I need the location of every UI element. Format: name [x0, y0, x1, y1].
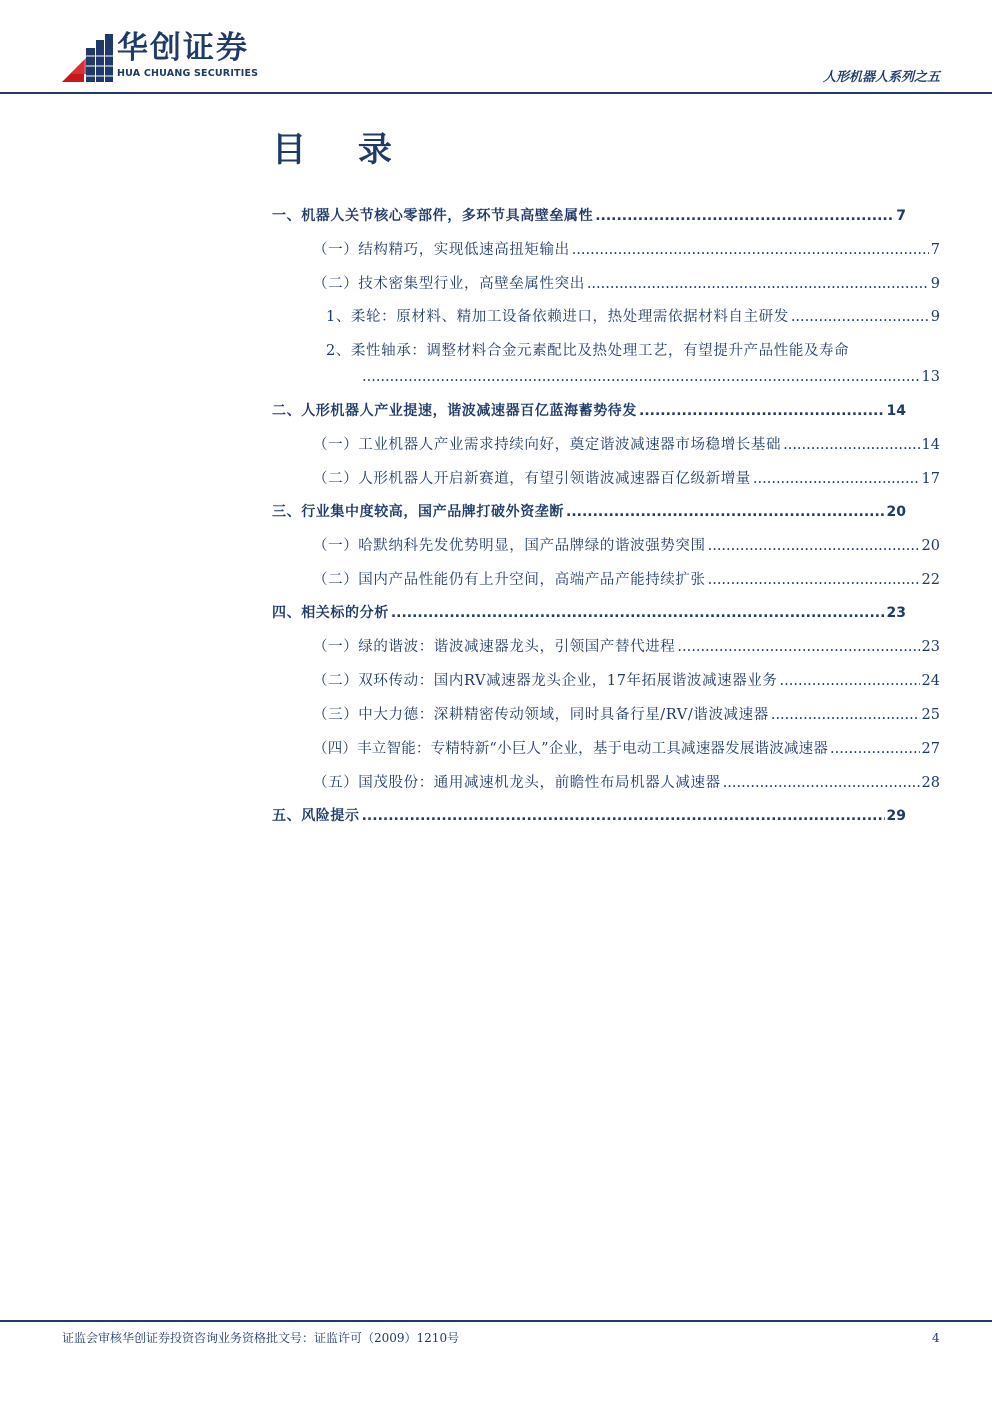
toc-entry-page: 14: [921, 437, 940, 453]
header-divider: [0, 92, 992, 94]
company-logo-icon: [62, 34, 114, 82]
toc-entry[interactable]: [313, 570, 940, 590]
toc-entry-label: （二）双环传动：国内RV减速器龙头企业，17年拓展谐波减速器业务: [313, 673, 778, 689]
toc-entry[interactable]: [272, 502, 906, 522]
toc-entry-page: 23: [886, 605, 906, 621]
toc-entry[interactable]: [272, 206, 906, 226]
license-notice: 证监会审核华创证券投资咨询业务资格批文号：证监许可（2009）1210号: [62, 1331, 460, 1345]
toc-entry-label: （三）中大力德：深耕精密传动领域，同时具备行星/RV/谐波减速器: [313, 707, 769, 723]
logo-wordmark-en: HUA CHUANG SECURITIES: [117, 68, 259, 79]
toc-entry-page: 20: [886, 504, 906, 520]
toc-entry[interactable]: [313, 536, 940, 556]
toc-entry-label: （一）工业机器人产业需求持续向好，奠定谐波减速器市场稳增长基础: [313, 437, 782, 453]
toc-entry[interactable]: [313, 274, 940, 294]
toc-entry-page: 17: [921, 471, 940, 487]
toc-entry-label: （一）哈默纳科先发优势明显，国产品牌绿的谐波强势突围: [313, 538, 706, 554]
toc-entry-label: 四、相关标的分析: [272, 605, 389, 621]
toc-entry-label: 1、柔轮：原材料、精加工设备依赖进口，热处理需依据材料自主研发: [326, 309, 789, 325]
toc-entry-page: 13: [921, 369, 940, 385]
toc-entry[interactable]: [313, 240, 940, 260]
logo-wordmark-cn: 华创证券: [117, 30, 249, 66]
toc-entry-page: 23: [921, 639, 940, 655]
toc-entry-page: 27: [921, 741, 940, 757]
toc-entry[interactable]: [313, 469, 940, 489]
footer-divider: [0, 1320, 992, 1322]
toc-entry[interactable]: [313, 773, 940, 793]
toc-entry[interactable]: [313, 671, 940, 691]
toc-entry-page: 14: [886, 403, 906, 419]
toc-entry[interactable]: [272, 806, 906, 826]
page-header: [0, 0, 992, 100]
toc-entry-label: （二）国内产品性能仍有上升空间，高端产品产能持续扩张: [313, 572, 706, 588]
toc-entry-label: （一）结构精巧，实现低速高扭矩输出: [313, 242, 570, 258]
toc-entry-page: 7: [896, 208, 906, 224]
toc-entry-label-wrapped[interactable]: 2、柔性轴承：调整材料合金元素配比及热处理工艺，有望提升产品性能及寿命: [326, 343, 850, 359]
toc-entry-page: 29: [886, 808, 906, 824]
toc-entry[interactable]: [326, 307, 940, 327]
toc-entry-label: （五）国茂股份：通用减速机龙头，前瞻性布局机器人减速器: [313, 775, 721, 791]
toc-entry-label: 一、机器人关节核心零部件，多环节具高壁垒属性: [272, 208, 594, 224]
toc-entry[interactable]: [313, 705, 940, 725]
toc-entry-page: 9: [930, 309, 940, 325]
page-number: 4: [932, 1331, 940, 1345]
toc-entry-label: 五、风险提示: [272, 808, 360, 824]
toc-entry-label: （一）绿的谐波：谐波减速器龙头，引领国产替代进程: [313, 639, 676, 655]
toc-entry[interactable]: [313, 739, 940, 759]
toc-entry[interactable]: [313, 637, 940, 657]
toc-entry-page: 9: [930, 276, 940, 292]
toc-entry-label: 三、行业集中度较高，国产品牌打破外资垄断: [272, 504, 564, 520]
toc-entry-label: （二）技术密集型行业，高壁垒属性突出: [313, 276, 585, 292]
toc-entry-page: 20: [921, 538, 940, 554]
toc-entry-continuation[interactable]: [360, 367, 940, 387]
toc-entry-label: （四）丰立智能：专精特新“小巨人”企业，基于电动工具减速器发展谐波减速器: [313, 741, 829, 757]
toc-entry-page: 22: [921, 572, 940, 588]
toc-entry[interactable]: [272, 401, 906, 421]
toc-entry-page: 24: [921, 673, 940, 689]
toc-entry-page: 28: [921, 775, 940, 791]
toc-entry-page: 7: [930, 242, 940, 258]
toc-entry-page: 25: [921, 707, 940, 723]
toc-entry[interactable]: [272, 603, 906, 623]
toc-heading: 目 录: [272, 130, 412, 170]
toc-entry[interactable]: [313, 435, 940, 455]
toc-entry-label: （二）人形机器人开启新赛道，有望引领谐波减速器百亿级新增量: [313, 471, 751, 487]
toc-entry-label: 二、人形机器人产业提速，谐波减速器百亿蓝海蓄势待发: [272, 403, 637, 419]
series-title: 人形机器人系列之五: [822, 70, 940, 85]
